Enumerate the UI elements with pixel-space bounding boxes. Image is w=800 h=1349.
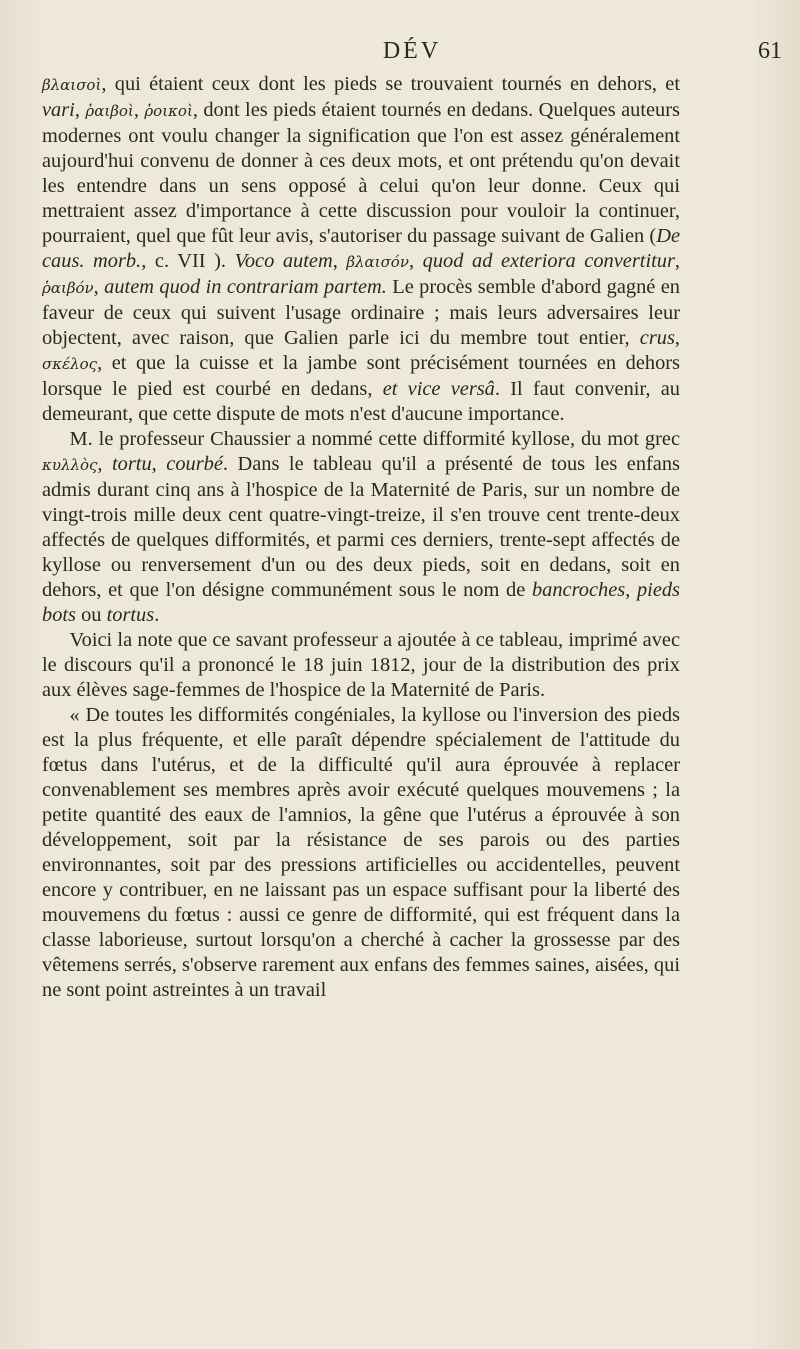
italic-text: bancroches <box>531 579 626 601</box>
greek-word: σκέλος <box>42 355 98 373</box>
running-head: DÉV <box>382 38 442 64</box>
italic-text: Voco autem <box>234 250 333 272</box>
greek-word: ῥαιβοὶ <box>85 102 134 120</box>
italic-text: et vice versâ <box>382 378 495 400</box>
page-number: 61 <box>758 38 782 64</box>
greek-word: ῥαιβόν <box>42 279 94 297</box>
text-run: Voici la note que ce savant professeur a ajoutée à ce tableau, imprimé avec le discours qu'il a prononcé le 18 juin 1812, jour de la distribution des prix aux élèves sage-femmes de l'hospice de la Maternité de Paris. <box>42 629 680 701</box>
text-run: . Dans le tableau qu'il a présenté de tous les enfans admis durant cinq ans à l'hospice de la Maternité de Paris, sur un nombre de vingt-trois mille deux cent quatre-vingt-treize, il s'en trouve cent trente-deux affectés de quelques difformités, et parmi ces derniers, trente-sept affectés de kyllose ou renversement d'un ou des deux pieds, soit en dedans, soit en dehors, et que l'on désigne communément sous le nom de <box>42 453 680 601</box>
text-run: « De toutes les difformités congéniales, la kyllose ou l'inversion des pieds est la plus fréquente, et elle paraît dépendre spécialement de l'attitude du fœtus dans l'utérus, et de la difficulté qu'il aura éprouvée à replacer convenablement ses membres après avoir exécuté quelques mouvemens ; la petite quantité des eaux de l'amnios, la gêne que l'utérus a éprouvée à son développement, soit par la résistance de ses parois ou des parties environnantes, soit par des pressions artificielles ou accidentelles, peuvent encore y contribuer, en ne laissant pas un espace suffisant pour la liberté des mouvemens du fœtus : aussi ce genre de difformité, qui est fréquent dans la classe laborieuse, surtout lorsqu'on a cherché à cacher la grossesse par des vêtemens serrés, s'observe rarement aux enfans des femmes saines, aisées, qui ne sont point astreintes à un travail <box>42 704 680 1001</box>
italic-text: quod ad exteriora convertitur <box>422 250 675 272</box>
greek-word: βλαισόν <box>346 253 409 271</box>
text-run: . <box>154 604 160 626</box>
paragraph-2 <box>42 427 680 628</box>
paragraph-1 <box>42 72 680 427</box>
text-run: , <box>74 99 86 121</box>
text-run: M. le professeur Chaussier a nommé cette difformité kyllose, du mot grec <box>69 428 680 450</box>
text-run: Le procès semble d'abord gagné en faveur de ceux qui suivent l'usage ordinaire ; mais leurs adversaires leur objectent, avec raison, que Galien parle ici du membre tout entier, <box>42 276 680 349</box>
greek-word: κυλλὸς <box>42 456 98 474</box>
italic-text: crus <box>639 327 675 349</box>
italic-text: tortus <box>106 604 155 626</box>
text-run: , <box>625 579 637 601</box>
text-run: , <box>674 327 680 349</box>
text-run: , <box>133 99 145 121</box>
italic-text: De caus. morb. <box>42 225 680 272</box>
text-run: , <box>674 250 681 272</box>
italic-text: autem quod in contrariam partem. <box>104 276 387 298</box>
text-run: , et que la cuisse et la jambe sont précisément tournées en dehors lorsque le pied est courbé en dedans, <box>42 352 680 400</box>
italic-text: courbé <box>166 453 223 475</box>
text-run: , <box>408 250 423 272</box>
italic-text: vari <box>42 99 75 121</box>
italic-text: pieds bots <box>42 579 680 626</box>
text-run: . Il faut convenir, au demeurant, que cette dispute de mots n'est d'aucune importance. <box>42 378 681 425</box>
text-run: , c. VII ). <box>141 250 235 272</box>
text-run: , <box>151 453 167 475</box>
paragraph-4 <box>42 703 680 1003</box>
text-run: ou <box>76 604 107 626</box>
page-header <box>42 38 782 72</box>
text-run: , <box>93 276 105 298</box>
italic-text: tortu <box>112 453 152 475</box>
paragraph-3 <box>42 628 680 703</box>
body-text <box>42 72 680 1003</box>
greek-word: βλαισοὶ <box>42 76 102 94</box>
text-run: , dont les pieds étaient tournés en dedans. Quelques auteurs modernes ont voulu changer la signification que l'on est assez généralement aujourd'hui convenu de donner à ces deux mots, et ont prétendu qu'on devait les entendre dans un sens opposé à celui qu'on leur donne. Ceux qui mettraient assez d'importance à cette discussion pour vouloir la continuer, pourraient, quel que fût leur avis, s'autoriser du passage suivant de Galien ( <box>42 99 680 247</box>
text-run: , qui étaient ceux dont les pieds se trouvaient tournés en dehors, et <box>101 73 680 95</box>
text-run: , <box>97 453 113 475</box>
greek-word: ῥοικοὶ <box>144 102 193 120</box>
text-run: , <box>332 250 347 272</box>
